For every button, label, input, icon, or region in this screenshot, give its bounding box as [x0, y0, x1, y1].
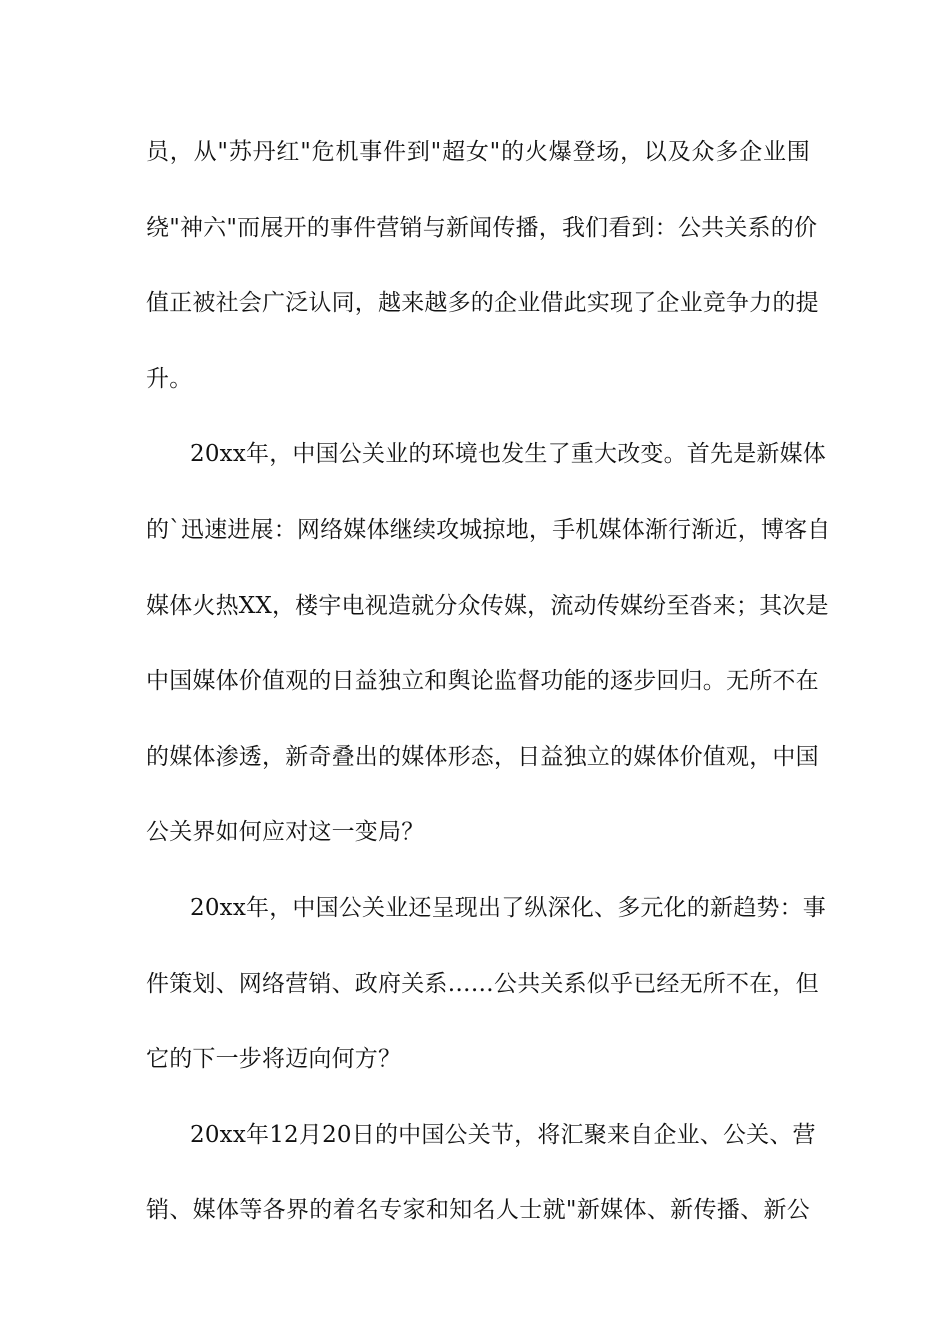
- text-line: 绕"神六"而展开的事件营销与新闻传播，我们看到：公共关系的价: [146, 214, 818, 241]
- text-line: 值正被社会广泛认同，越来越多的企业借此实现了企业竞争力的提: [146, 290, 819, 317]
- text-line: 升。: [146, 365, 193, 392]
- text-line: 的媒体渗透，新奇叠出的媒体形态，日益独立的媒体价值观，中国: [146, 743, 819, 770]
- paragraph-first-line: 20xx年，中国公关业还呈现出了纵深化、多元化的新趋势：事: [190, 894, 827, 921]
- text-line: 公关界如何应对这一变局？: [146, 819, 425, 846]
- text-line: 它的下一步将迈向何方？: [146, 1046, 402, 1073]
- text-line: 销、媒体等各界的着名专家和知名人士就"新媒体、新传播、新公: [146, 1197, 810, 1224]
- text-line: 中国媒体价值观的日益独立和舆论监督功能的逐步回归。无所不在: [146, 668, 819, 695]
- text-line: 的`迅速进展：网络媒体继续攻城掠地，手机媒体渐行渐近，博客自: [146, 516, 831, 543]
- text-line: 件策划、网络营销、政府关系……公共关系似乎已经无所不在，但: [146, 970, 819, 997]
- text-line: 员，从"苏丹红"危机事件到"超女"的火爆登场，以及众多企业围: [146, 139, 810, 165]
- text-line: 媒体火热XX，楼宇电视造就分众传媒，流动传媒纷至沓来；其次是: [146, 592, 829, 619]
- paragraph-first-line: 20xx年，中国公关业的环境也发生了重大改变。首先是新媒体: [190, 441, 827, 468]
- paragraph-first-line: 20xx年12月20日的中国公关节，将汇聚来自企业、公关、营: [190, 1121, 816, 1148]
- document-body: [146, 129, 831, 1263]
